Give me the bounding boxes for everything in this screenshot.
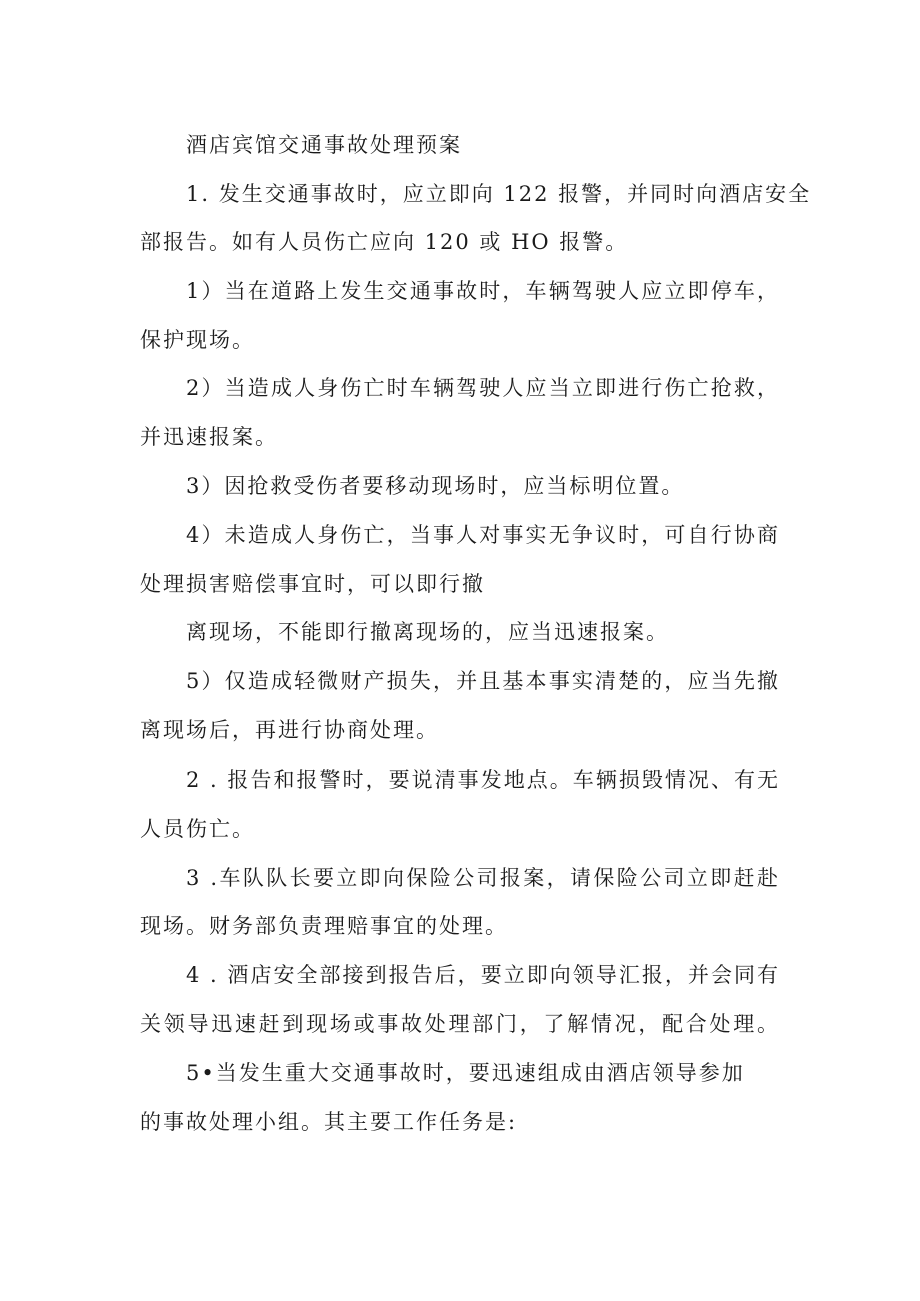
paragraph-line: 离现场，不能即行撤离现场的，应当迅速报案。 (186, 620, 669, 644)
paragraph-line: 并迅速报案。 (140, 425, 278, 449)
paragraph-line: 保护现场。 (140, 328, 255, 352)
paragraph-line: 1）当在道路上发生交通事故时，车辆驾驶人应立即停车， (186, 279, 780, 303)
paragraph-line: 4）未造成人身伤亡，当事人对事实无争议时，可自行协商 (186, 523, 780, 547)
paragraph-line: 离现场后，再进行协商处理。 (140, 718, 439, 742)
paragraph-line: 3）因抢救受伤者要移动现场时，应当标明位置。 (186, 474, 685, 498)
paragraph-line: 部报告。如有人员伤亡应向 120 或 HO 报警。 (140, 230, 629, 254)
paragraph-line: 人员伤亡。 (140, 817, 255, 841)
paragraph-line: 1. 发生交通事故时，应立即向 122 报警，并同时向酒店安全 (186, 182, 812, 206)
document-title: 酒店宾馆交通事故处理预案 (186, 133, 462, 157)
paragraph-line: 关领导迅速赶到现场或事故处理部门，了解情况，配合处理。 (140, 1012, 780, 1036)
paragraph-line: 2 . 报告和报警时，要说清事发地点。车辆损毁情况、有无 (186, 768, 780, 792)
paragraph-line: 5•当发生重大交通事故时，要迅速组成由酒店领导参加 (186, 1061, 745, 1085)
paragraph-line: 3 .车队队长要立即向保险公司报案，请保险公司立即赶赴 (186, 866, 780, 890)
paragraph-line: 现场。财务部负责理赔事宜的处理。 (140, 914, 508, 938)
paragraph-line: 的事故处理小组。其主要工作任务是: (140, 1110, 518, 1134)
paragraph-line: 2）当造成人身伤亡时车辆驾驶人应当立即进行伤亡抢救， (186, 376, 780, 400)
paragraph-line: 4 . 酒店安全部接到报告后，要立即向领导汇报，并会同有 (186, 963, 780, 987)
paragraph-line: 5）仅造成轻微财产损失，并且基本事实清楚的，应当先撤 (186, 669, 780, 693)
paragraph-line: 处理损害赔偿事宜时，可以即行撤 (140, 572, 485, 596)
